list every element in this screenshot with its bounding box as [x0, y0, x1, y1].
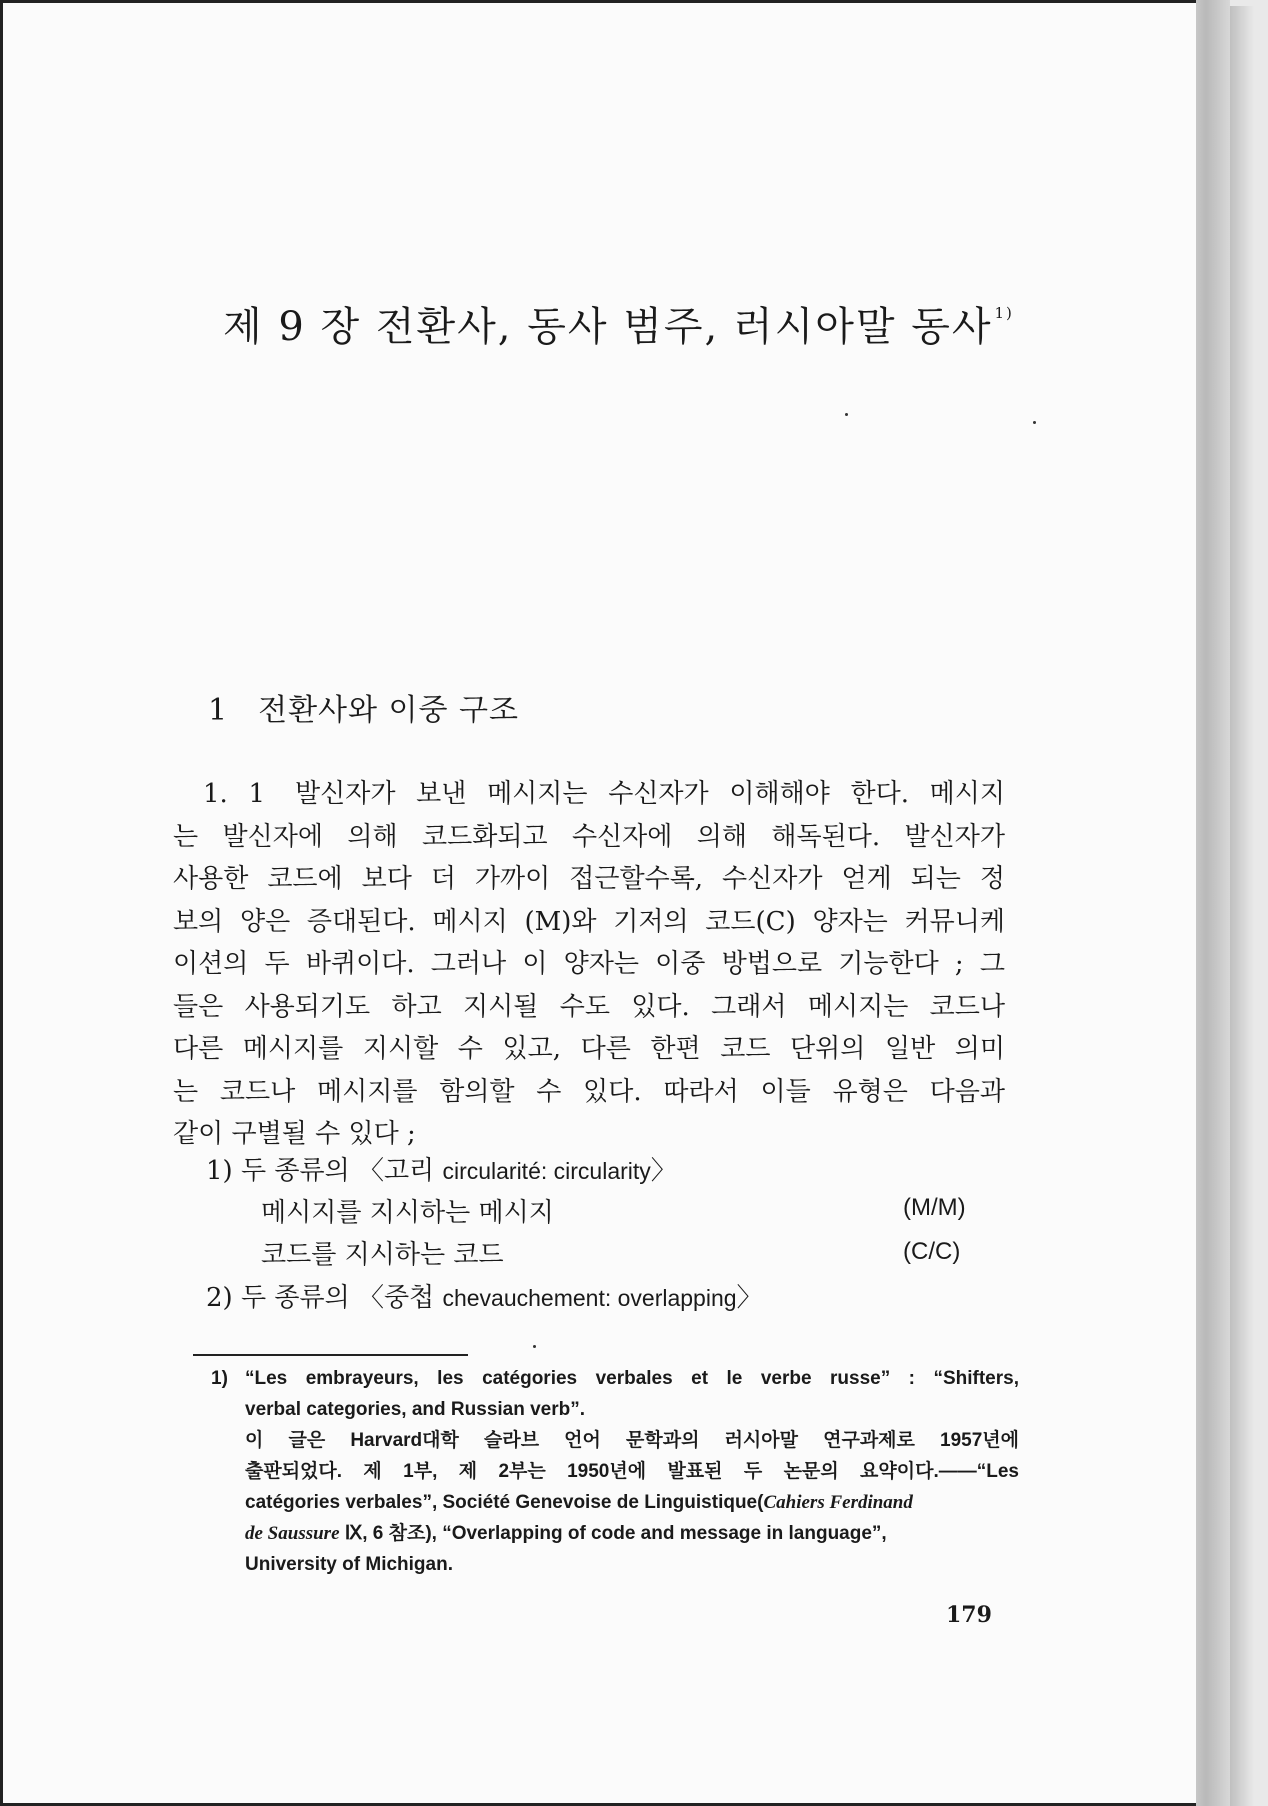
body-line-text: 발신자가 보낸 메시지는 수신자가 이해해야 한다. 메시지 — [295, 779, 1005, 809]
footnote-italic-title: de Saussure — [245, 1523, 340, 1544]
body-line: 는 코드나 메시지를 함의할 수 있다. 따라서 이들 유형은 다음과 — [173, 1076, 1005, 1107]
footnote-line — [245, 1518, 1019, 1549]
footnote-text: Ⅸ, 6 참조), “Overlapping of code and message in language”, — [339, 1523, 887, 1544]
scan-speck — [845, 413, 848, 416]
code-label-mm: (M/M) — [903, 1194, 966, 1221]
section-heading — [208, 685, 519, 729]
body-line: 들은 사용되기도 하고 지시될 수도 있다. 그래서 메시지는 코드나 — [173, 991, 1005, 1022]
chapter-title — [223, 295, 1014, 352]
list-item-2-suffix: 〉 — [736, 1283, 763, 1313]
list-item-1 — [206, 1150, 677, 1187]
section-title: 전환사와 이중 구조 — [258, 693, 520, 728]
section-number: 1 — [208, 693, 229, 728]
footnote — [211, 1363, 1019, 1580]
list-item-2 — [206, 1277, 763, 1314]
chapter-footnote-marker: 1) — [994, 304, 1014, 322]
scan-speck — [1033, 421, 1036, 424]
list-item-2-prefix: 2) 두 종류의 〈중첩 — [206, 1283, 443, 1313]
body-line: 같이 구별될 수 있다 ; — [173, 1119, 416, 1149]
list-item-1-prefix: 1) 두 종류의 〈고리 — [206, 1156, 443, 1186]
scan-speck — [533, 1345, 536, 1348]
body-line: 다른 메시지를 지시할 수 있고, 다른 한편 코드 단위의 일반 의미 — [173, 1034, 1005, 1064]
page-shadow — [1230, 6, 1254, 1806]
page-edge — [1190, 0, 1230, 1806]
footnote-italic-title: Cahiers Ferdinand — [763, 1492, 913, 1513]
footnote-line — [245, 1487, 1019, 1518]
footnote-line: University of Michigan. — [245, 1554, 453, 1575]
chapter-title-text: 제 9 장 전환사, 동사 범주, 러시아말 동사 — [223, 304, 993, 350]
body-line: 사용한 코드에 보다 더 가까이 접근할수록, 수신자가 얻게 되는 정 — [173, 864, 1005, 894]
paragraph-number: 1. 1 — [203, 779, 266, 809]
footnote-line: verbal categories, and Russian verb”. — [245, 1399, 586, 1420]
footnote-rule — [193, 1354, 468, 1356]
body-line: 는 발신자에 의해 코드화되고 수신자에 의해 해독된다. 발신자가 — [173, 821, 1005, 852]
page-number: 179 — [946, 1602, 992, 1628]
body-line — [173, 773, 1005, 816]
footnote-body — [245, 1363, 1019, 1580]
list-item-2-term: chevauchement: overlapping — [442, 1285, 737, 1311]
list-subitem-cc: 코드를 지시하는 코드 — [261, 1240, 504, 1270]
code-label-cc: (C/C) — [903, 1238, 961, 1265]
footnote-line: 이 글은 Harvard대학 슬라브 언어 문학과의 러시아말 연구과제로 1957년에 — [245, 1430, 1019, 1451]
body-line: 이션의 두 바퀴이다. 그러나 이 양자는 이중 방법으로 기능한다 ; 그 — [173, 949, 1005, 979]
footnote-line: “Les embrayeurs, les catégories verbales et le verbe russe” : “Shifters, — [245, 1368, 1019, 1389]
body-paragraph — [173, 773, 1005, 1156]
footnote-text: catégories verbales”, Société Genevoise de Linguistique( — [245, 1492, 764, 1513]
list-item-1-term: circularité: circularity — [442, 1158, 651, 1184]
list-subitem-mm: 메시지를 지시하는 메시지 — [261, 1198, 554, 1228]
footnote-line: 출판되었다. 제 1부, 제 2부는 1950년에 발표된 두 논문의 요약이다.——“Les — [245, 1461, 1019, 1482]
footnote-number: 1) — [211, 1368, 228, 1389]
body-line: 보의 양은 증대된다. 메시지 (M)와 기저의 코드(C) 양자는 커뮤니케 — [173, 906, 1005, 937]
list-item-1-suffix: 〉 — [650, 1156, 677, 1186]
